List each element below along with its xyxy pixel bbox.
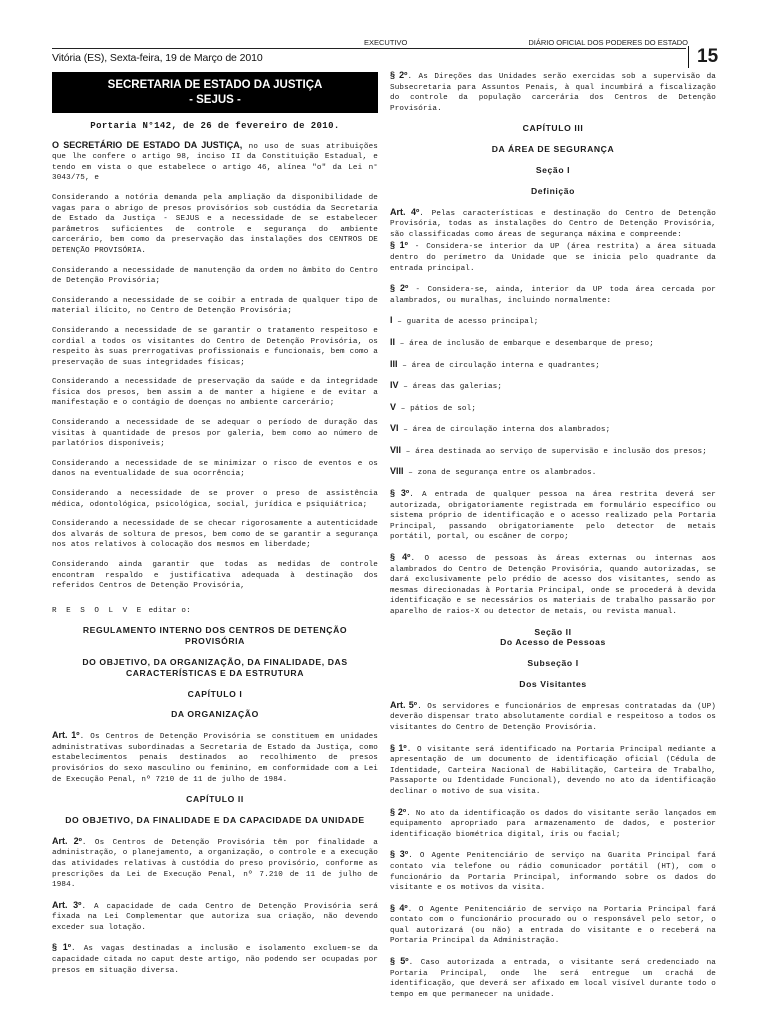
considerando-1: Considerando a notória demanda pela ampliação da disponibilidade de vagas para o abrigo de presos provisórios sob custódia da Secretaria de Estado da Justiça - SEJUS e a necessidade de se estabelecer parâmetros suficientes de controle e segurança do ambiente carcerário, bem como da preservação das instalações dos CENTROS DE DETENÇÃO PROVISÓRIA. (52, 193, 378, 255)
item-1-lead: I (390, 315, 393, 326)
considerando-7: Considerando a necessidade de se minimizar o risco de eventos e os danos na eventualidade de sua ocorrência; (52, 459, 378, 479)
item-3-text: – área de circulação interna e quadrantes; (397, 361, 600, 370)
article-5-paragraph-2 (390, 807, 716, 841)
item-6 (390, 423, 716, 436)
article-3-paragraph-2 (390, 70, 716, 114)
considerando-10: Considerando ainda garantir que todas as medidas de controle encontram respaldo e justificativa adequada à destinação dos referidos Centros de Detenção Provisória, (52, 561, 378, 591)
article-5-paragraph-3-text: . O Agente Penitenciário de serviço na Guarita Principal fará contato via telefone ou rádio comunicador portátil (HT), com o funcionário da Portaria Principal, informando sobre os dados do visitante e os motivos da visita. (390, 852, 716, 893)
item-5-text: – pátios de sol; (396, 404, 477, 413)
article-4-paragraph-4 (390, 552, 716, 618)
article-2 (52, 836, 378, 891)
subsection-1-title: Dos Visitantes (519, 678, 587, 689)
article-4-paragraph-1-lead: § 1º (390, 240, 408, 251)
article-5-paragraph-2-lead: § 2º (390, 806, 407, 817)
chapter-3-label: CAPÍTULO III (522, 123, 584, 134)
article-2-text: . Os Centros de Detenção Provisória têm por finalidade a administração, o planejamento, a organização, o controle e a execução das atividades relativas à custódia do preso provisório, conforme as prescrições da Lei de Execução Penal, nº 7.210 de 11 de julho de 1984. (52, 838, 378, 890)
considerando-4: Considerando a necessidade de se garantir o tratamento respeitoso e cordial a todos os visitantes do Centro de Detenção Provisória, os respeito às suas prerrogativas profissionais e funcionais, bem como a preservação de suas integridades físicas; (52, 326, 378, 367)
issue-date: Vitória (ES), Sexta-feira, 19 de Março de 2010 (52, 52, 263, 64)
regulation-subtitle: DO OBJETIVO, DA ORGANIZAÇÃO, DA FINALIDADE, DAS CARACTERÍSTICAS E DA ESTRUTURA (82, 656, 348, 678)
article-3-paragraph-1-lead: § 1º (52, 942, 72, 953)
item-7-lead: VII (390, 444, 402, 455)
item-2-text: – área de inclusão de embarque e desembarque de preso; (395, 339, 654, 348)
article-1 (52, 730, 378, 785)
secretariat-banner (52, 72, 378, 113)
article-4-lead: Art. 4º (390, 206, 420, 217)
article-5-paragraph-5-lead: § 5º (390, 956, 409, 967)
chapter-3-title: DA ÁREA DE SEGURANÇA (491, 144, 615, 155)
section-2-label: Seção II (534, 626, 572, 637)
page-header (52, 38, 716, 48)
article-4-paragraph-2-text: - Considera-se, ainda, interior da UP toda área cercada por alambrados, ou muralhas, incluindo normalmente: (390, 286, 716, 305)
item-7-text: – área destinada ao serviço de supervisão e inclusão dos presos; (401, 447, 707, 456)
item-8-text: – zona de segurança entre os alambrados. (403, 469, 597, 478)
item-3 (390, 359, 716, 372)
article-1-text: . Os Centros de Detenção Provisória se constituem em unidades administrativas subordinadas a Secretaria de Estado da Justiça, como estabelecimentos penais destinados ao recolhimento de presos provisórios do sexo masculino ou feminino, em conformidade com a Lei de Execução Penal, nº 7210 de 11 de julho de 1984. (52, 733, 378, 784)
article-4-paragraph-2 (390, 283, 716, 306)
article-4-paragraph-1-text: - Considera-se interior da UP (área restrita) a área situada dentro do perímetro da Unidade que se inicia pelo quadrante da entrada principal. (390, 243, 716, 273)
right-column (390, 70, 716, 1009)
article-4-paragraph-2-lead: § 2º (390, 283, 409, 294)
section-2-title: Do Acesso de Pessoas (500, 637, 606, 648)
article-4-paragraph-4-lead: § 4º (390, 552, 411, 563)
article-5-paragraph-1-text: . O visitante será identificado na Portaria Principal mediante a apresentação de um documento de identificação oficial (Cédula de Identidade, Carteira Nacional de Habilitação, Carteira de Trabalho, Passaporte ou Identidade Funcional), devendo no ato da identificação declinar o motivo de sua visita. (390, 745, 716, 796)
item-6-lead: VI (390, 423, 399, 434)
publication-name: DIÁRIO OFICIAL DOS PODERES DO ESTADO (528, 38, 688, 47)
article-5-paragraph-2-text: . No ato da identificação os dados do visitante serão lançados em equipamento apropriado para armazenamento de dados, e posterior identificação biométrica digital, íris ou facial; (390, 809, 716, 839)
considerando-2: Considerando a necessidade de manutenção da ordem no âmbito do Centro de Detenção Provisória; (52, 266, 378, 286)
item-6-text: – área de circulação interna dos alambrados; (398, 426, 611, 435)
item-3-lead: III (390, 358, 398, 369)
article-5-lead: Art. 5º (390, 699, 418, 710)
article-5-paragraph-1-lead: § 1º (390, 742, 407, 753)
item-5 (390, 402, 716, 415)
chapter-1-title: DA ORGANIZAÇÃO (171, 709, 259, 720)
item-2-lead: II (390, 336, 396, 347)
intro-text: no uso de suas atribuições que lhe confere o artigo 98, inciso II da Constituição Estadual, e tendo em vista o que estabelece o artigo 46, alínea "o" da Lei n° 3043/75, e (52, 142, 378, 183)
item-4-text: – áreas das galerias; (398, 383, 503, 392)
considerando-3: Considerando a necessidade de se coibir a entrada de qualquer tipo de material ilícito, no Centro de Detenção Provisória; (52, 296, 378, 316)
header-rule (52, 48, 686, 49)
item-7 (390, 445, 716, 458)
left-column (52, 72, 378, 985)
article-3 (52, 900, 378, 934)
article-3-paragraph-1 (52, 942, 378, 976)
intro-paragraph (52, 140, 378, 184)
article-4 (390, 207, 716, 275)
considerando-5: Considerando a necessidade de preservação da saúde e da integridade física dos presos, bem assim a de manter a higiene e de evitar a manifestação e o contágio de doenças no ambiente carcerário; (52, 378, 378, 408)
article-4-paragraph-3 (390, 488, 716, 543)
article-3-text: . A capacidade de cada Centro de Detenção Provisória será fixada na Lei Complementar que autoriza sua criação, não devendo exceder sua lotação. (52, 902, 378, 932)
article-5 (390, 700, 716, 734)
article-3-paragraph-2-lead: § 2º (390, 70, 408, 80)
item-2 (390, 337, 716, 350)
article-2-lead: Art. 2º (52, 835, 82, 846)
regulation-title: REGULAMENTO INTERNO DOS CENTROS DE DETENÇÃO PROVISÓRIA (82, 625, 348, 647)
section-label: EXECUTIVO (364, 38, 408, 47)
resolve-word: R E S O L V E (52, 606, 144, 615)
chapter-2-title: DO OBJETIVO, DA FINALIDADE E DA CAPACIDADE DA UNIDADE (65, 814, 365, 825)
item-4 (390, 380, 716, 393)
item-8 (390, 466, 716, 479)
article-1-lead: Art. 1º (52, 730, 80, 741)
considerando-9: Considerando a necessidade de se checar rigorosamente a autenticidade dos alvarás de soltura de presos, bem como de se garantir a segurança nos atos relativos à colocação dos mesmos em liberdade; (52, 520, 378, 550)
portaria-title: Portaria N°142, de 26 de fevereiro de 2010. (90, 121, 340, 131)
article-5-paragraph-5 (390, 956, 716, 1000)
article-3-paragraph-2-text: . As Direções das Unidades serão exercidas sob a supervisão da Subsecretaria para Assuntos Penais, à qual incumbirá a fiscalização do controle da população carcerária dos Centros de Detenção Provisória. (390, 73, 716, 113)
considerando-8: Considerando a necessidade de se prover o preso de assistência médica, odontológica, psicológica, social, jurídica e psiquiátrica; (52, 490, 378, 509)
page-number: 15 (688, 46, 727, 68)
item-1-text: – guarita de acesso principal; (392, 318, 539, 327)
item-5-lead: V (390, 401, 397, 412)
article-5-paragraph-5-text: . Caso autorizada a entrada, o visitante será credenciado na Portaria Principal, onde lhe será entregue um crachá de identificação, que deverá ser afixado em local visível durante todo o tempo em que permanecer na unidade. (390, 959, 716, 999)
item-1 (390, 315, 716, 328)
article-4-paragraph-3-text: . A entrada de qualquer pessoa na área restrita deverá ser autorizada, obrigatoriamente registrada em formulário específico ou sistema próprio de identificação e o acesso realizado pela Portaria Principal, passando obrigatoriamente pelo detector de metais portátil, portal, ou escâner de corpo; (390, 491, 716, 542)
considerando-6: Considerando a necessidade de se adequar o período de duração das visitas à quantidade de presos por galeria, bem como ao número de parlatórios disponíveis; (52, 419, 378, 449)
banner-acronym: - SEJUS - (189, 94, 241, 106)
article-3-paragraph-1-text: . As vagas destinadas a inclusão e isolamento excluem-se da capacidade citada no caput deste artigo, não podendo ser ocupadas por presos em situação diversa. (52, 945, 378, 975)
item-4-lead: IV (390, 380, 399, 391)
article-4-paragraph-4-text: . O acesso de pessoas às áreas externas ou internas aos alambrados do Centro de Detenção Provisória, quando autorizadas, se dará exclusivamente pelo prédio de acesso dos visitantes, sendo as mesmas direcionadas à Portaria Principal, onde se procederá à devida identificação e se necessários os materiais de trabalho passarão por aparelho de raios-X ou detector de metais, ou revista manual. (390, 555, 716, 616)
chapter-1-label: CAPÍTULO I (187, 688, 243, 699)
section-1-label: Seção I (535, 164, 571, 175)
article-4-text: . Pelas características e destinação do Centro de Detenção Provisória, todas as instalações do Centro de Detenção Provisória, são classificadas como áreas de segurança máxima e compreende: (390, 209, 716, 239)
article-5-paragraph-3-lead: § 3º (390, 849, 409, 860)
article-5-paragraph-3 (390, 849, 716, 893)
article-4-paragraph-3-lead: § 3º (390, 488, 410, 499)
resolve-paragraph (52, 606, 378, 617)
subsection-1-label: Subseção I (527, 658, 579, 669)
article-5-paragraph-4-text: . O Agente Penitenciário de serviço na Portaria Principal fará contato com o funcionário procurado ou o responsável pelo setor, o qual autorizará (ou não) a entrada do visitante e o receberá na Portaria Principal da Administração. (390, 905, 716, 946)
article-3-lead: Art. 3º (52, 899, 82, 910)
resolve-rest: editar o: (143, 606, 191, 615)
article-5-text: . Os servidores e funcionários de empresas contratadas da (UP) deverão dispensar trato absolutamente cordial e respeitoso a todos os visitantes do Centro de Detenção Provisória. (390, 702, 717, 732)
banner-title: SECRETARIA DE ESTADO DA JUSTIÇA (107, 79, 323, 91)
chapter-2-label: CAPÍTULO II (186, 794, 244, 805)
item-8-lead: VIII (390, 466, 404, 477)
intro-lead: O SECRETÁRIO DE ESTADO DA JUSTIÇA, (52, 139, 243, 150)
article-5-paragraph-4-lead: § 4º (390, 902, 408, 913)
article-5-paragraph-1 (390, 743, 716, 798)
article-5-paragraph-4 (390, 903, 716, 947)
section-1-title: Definição (530, 185, 576, 196)
